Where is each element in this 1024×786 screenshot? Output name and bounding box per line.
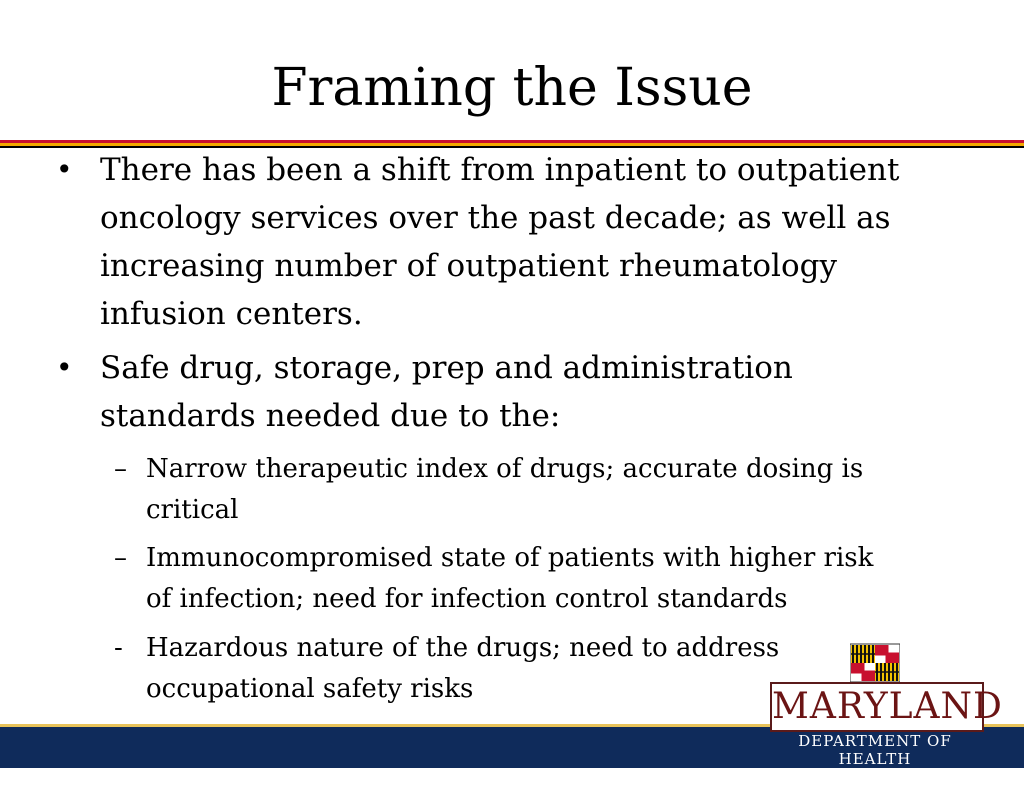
bullet-marker: •	[56, 351, 73, 384]
bullet-marker: •	[56, 153, 73, 186]
sub-bullet-marker: -	[114, 633, 123, 663]
logo-wordmark: MARYLAND	[772, 686, 1003, 727]
logo-department-line: DEPARTMENT OF HEALTH	[798, 732, 952, 768]
bullet-line: Safe drug, storage, prep and administration	[100, 350, 793, 386]
maryland-dhmh-logo	[768, 636, 1008, 786]
sub-bullet-marker: –	[114, 454, 127, 484]
sub-bullet-item	[114, 538, 976, 620]
bullet-line: standards needed due to the:	[100, 398, 561, 434]
logo-wordmark-plate	[770, 682, 1003, 732]
sub-bullet-line: of infection; need for infection control standards	[146, 584, 788, 614]
sub-bullet-marker: –	[114, 543, 127, 573]
logo-department-line: & MENTAL HYGIENE	[782, 768, 968, 786]
sub-bullet-line: Immunocompromised state of patients with higher risk	[146, 543, 874, 573]
sub-bullet-line: occupational safety risks	[146, 674, 474, 704]
bullet-item	[56, 146, 980, 338]
sub-bullet-line: critical	[146, 495, 239, 525]
bullet-line: increasing number of outpatient rheumatology	[100, 248, 837, 284]
bullet-line: oncology services over the past decade; as well as	[100, 200, 891, 236]
sub-bullet-item	[114, 449, 976, 531]
sub-bullet-line: Hazardous nature of the drugs; need to address	[146, 633, 780, 663]
sub-bullet-line: Narrow therapeutic index of drugs; accurate dosing is	[146, 454, 864, 484]
bullet-line: infusion centers.	[100, 296, 363, 332]
logo-department-name	[768, 732, 982, 786]
slide-title: Framing the Issue	[271, 58, 753, 118]
bullet-line: There has been a shift from inpatient to outpatient	[100, 152, 900, 188]
bullet-item	[56, 344, 980, 440]
